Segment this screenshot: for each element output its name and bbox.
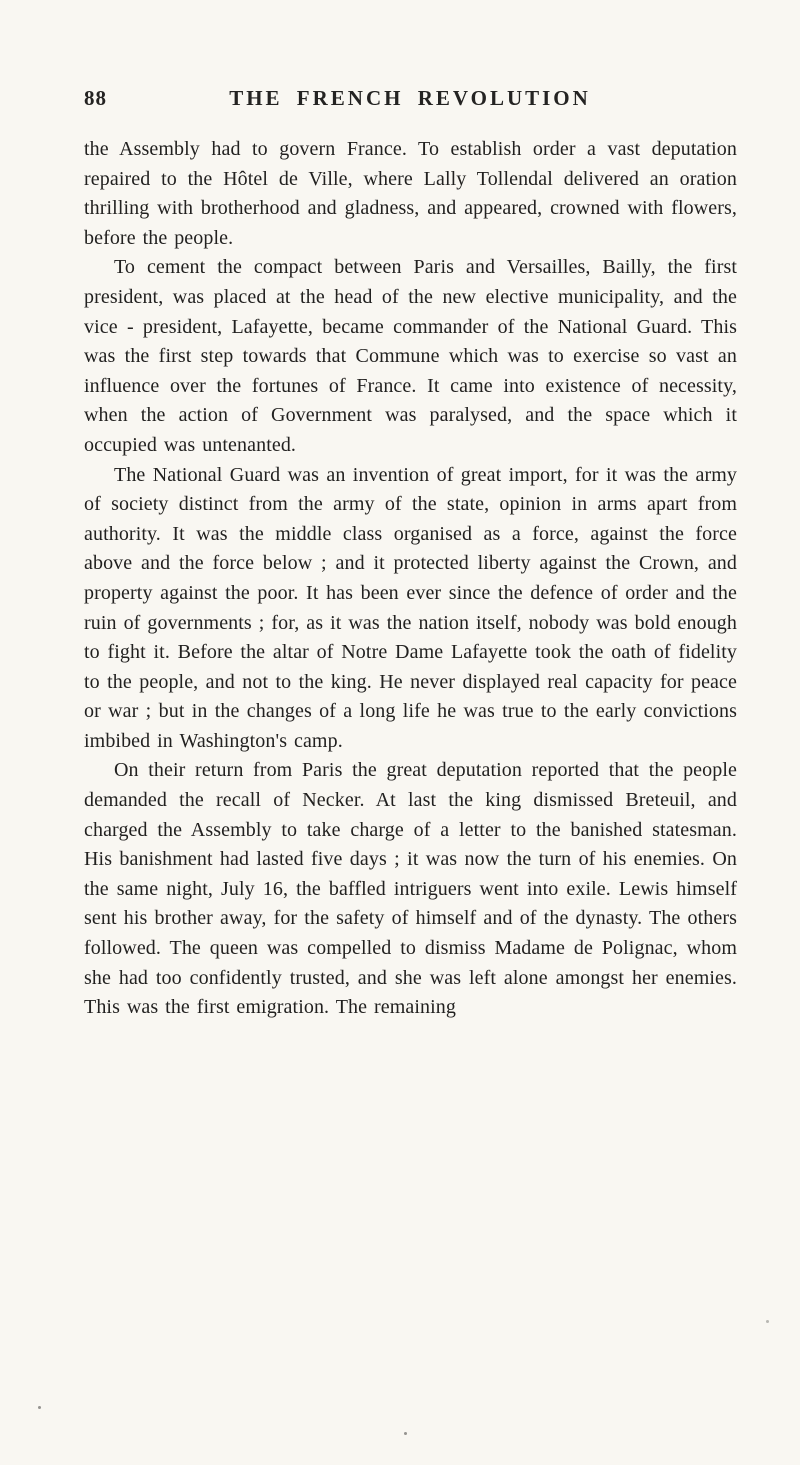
paragraph: The National Guard was an invention of great import, for it was the army of society distinct from the army of the state, opinion in arms apart from authority. It was the middle class organised as a force, against the force above and the force below ; and it protected liberty against the Crown, and property against the poor. It has been ever since the defence of order and the ruin of governments ; for, as it was the nation itself, nobody was bold enough to fight it. Before the altar of Notre Dame Lafayette took the oath of fidelity to the people, and not to the king. He never displayed real capacity for peace or war ; but in the changes of a long life he was true to the early convictions imbibed in Washington's camp. [84, 463, 737, 752]
scan-speck [766, 1320, 769, 1323]
paragraph: To cement the compact between Paris and Versailles, Bailly, the first president, was placed at the head of the new elective municipality, and the vice - president, Lafayette, became commander of the National Guard. This was the first step towards that Commune which was to exercise so vast an influence over the fortunes of France. It came into existence of necessity, when the action of Government was paralysed, and the space which it occupied was untenanted. [84, 256, 737, 456]
page-body [84, 135, 737, 1023]
scan-speck [404, 1432, 407, 1435]
running-title: THE FRENCH REVOLUTION [229, 86, 591, 110]
paragraph: On their return from Paris the great deputation reported that the people demanded the recall of Necker. At last the king dismissed Breteuil, and charged the Assembly to take charge of a letter to the banished statesman. His banishment had lasted five days ; it was now the turn of his enemies. On the same night, July 16, the baffled intriguers went into exile. Lewis himself sent his brother away, for the safety of himself and of the dynasty. The others followed. The queen was compelled to dismiss Madame de Polignac, whom she had too confidently trusted, and she was left alone amongst her enemies. This was the first emigration. The remaining [84, 759, 737, 1019]
page-number: 88 [84, 86, 107, 110]
page-header [84, 86, 736, 114]
scan-speck [38, 1406, 41, 1409]
paragraph-continuation: the Assembly had to govern France. To establish order a vast deputation repaired to the Hôtel de Ville, where Lally Tollendal delivered an oration thrilling with brotherhood and gladness, and appeared, crowned with flowers, before the people. [84, 138, 737, 249]
